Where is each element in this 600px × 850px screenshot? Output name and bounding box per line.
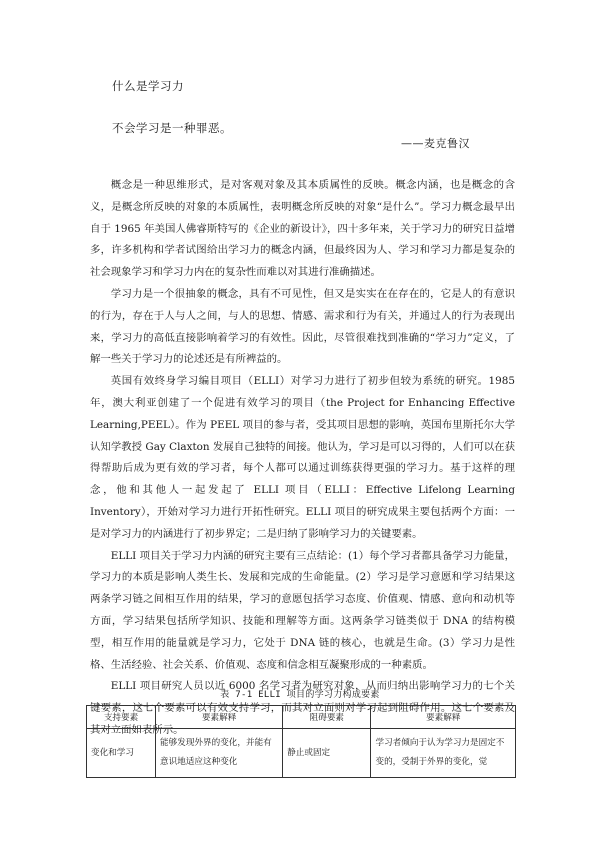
paragraph: ELLI 项目关于学习力内涵的研究主要有三点结论：(1）每个学习者都具备学习力能量，学习力的本质是影响人类生长、发展和完成的生命能量。(2）学习是学习意愿和学习结果这两条学习链之间相互作用的结果，学习的意愿包括学习态度、价值观、情感、意向和动机等方面，学习结果包括所学知识、技能和理解等方面。这两条学习链类似于 DNA 的结构模型，相互作用的能量就是学习力，它处于 DNA 链的核心，也就是生命。(3）学习力是性格、生活经验、社会关系、价值观、态度和信念相互凝聚形成的一种素质。 [90,549,515,671]
column-header: 要素解释 [371,706,516,729]
column-header: 支持要素 [87,706,156,729]
table-cell: 能够发现外界的变化，并能有意识地适应这种变化 [156,729,283,778]
section-heading: 什么是学习力 [112,79,184,93]
body-text [90,175,515,742]
table-row [87,729,516,778]
table-caption: 表 7-1 ELLI 项目的学习力构成要素 [220,690,380,700]
table-cell: 变化和学习 [87,729,156,778]
epigraph-quote: 不会学习是一种罪恶。 [112,121,232,135]
table-cell: 学习者倾向于认为学习力是固定不变的，受制于外界的变化，觉 [371,729,516,778]
table-header-row [87,706,516,729]
paragraph: 英国有效终身学习编目项目（ELLI）对学习力进行了初步但较为系统的研究。1985 年，澳大利亚创建了一个促进有效学习的项目（the Project for Enhancing Effective Learning,PEEL）。作为 PEEL 项目的参与者，受其项目思想的影响，英国布里斯托尔大学认知学教授 Gay Claxton 发展自己独特的间接。他认为，学习是可以习得的，人们可以在获得帮助后成为更有效的学习者，每个人都可以通过训练获得更强的学习力。基于这样的理念，他和其他人一起发起了 ELLI 项目（ELLI：Effective Lifelong Learning Inventory），开始对学习力进行开拓性研究。ELLI 项目的研究成果主要包括两个方面：一是对学习力的内涵进行了初步界定；二是归纳了影响学习力的关键要素。 [90,375,515,540]
table-cell: 静止或固定 [283,729,371,778]
paragraph: 学习力是一个很抽象的概念，具有不可见性，但又是实实在在存在的，它是人的有意识的行为，存在于人与人之间，与人的思想、情感、需求和行为有关，并通过人的行为表现出来，学习力的高低直接影响着学习的有效性。因此，尽管很难找到准确的“学习力”定义，了解一些关于学习力的论述还是有所裨益的。 [90,287,515,366]
column-header: 阻碍要素 [283,706,371,729]
paragraph: 概念是一种思维形式，是对客观对象及其本质属性的反映。概念内涵，也是概念的含义，是概念所反映的对象的本质属性，表明概念所反映的对象“是什么”。学习力概念最早出自于 1965 年美国人佛睿斯特写的《企业的新设计》，四十多年来，关于学习力的研究日益增多，许多机构和学者试图给出学习力的概念内涵，但最终因为人、学习和学习力都是复杂的社会现象学习和学习力内在的复杂性而难以对其进行准确描述。 [90,179,515,279]
elli-factors-table [86,705,516,778]
column-header: 要素解释 [156,706,283,729]
epigraph-author: ——麦克鲁汉 [401,137,470,150]
paragraph: ELLI 项目研究人员以近 6000 名学习者为研究对象，从而归纳出影响学习力的七个关键要素，这七个要素可以有效支持学习，而其对立面则对学习起到阻碍作用。这七个要素及其对立面如表所示。 [90,680,515,736]
